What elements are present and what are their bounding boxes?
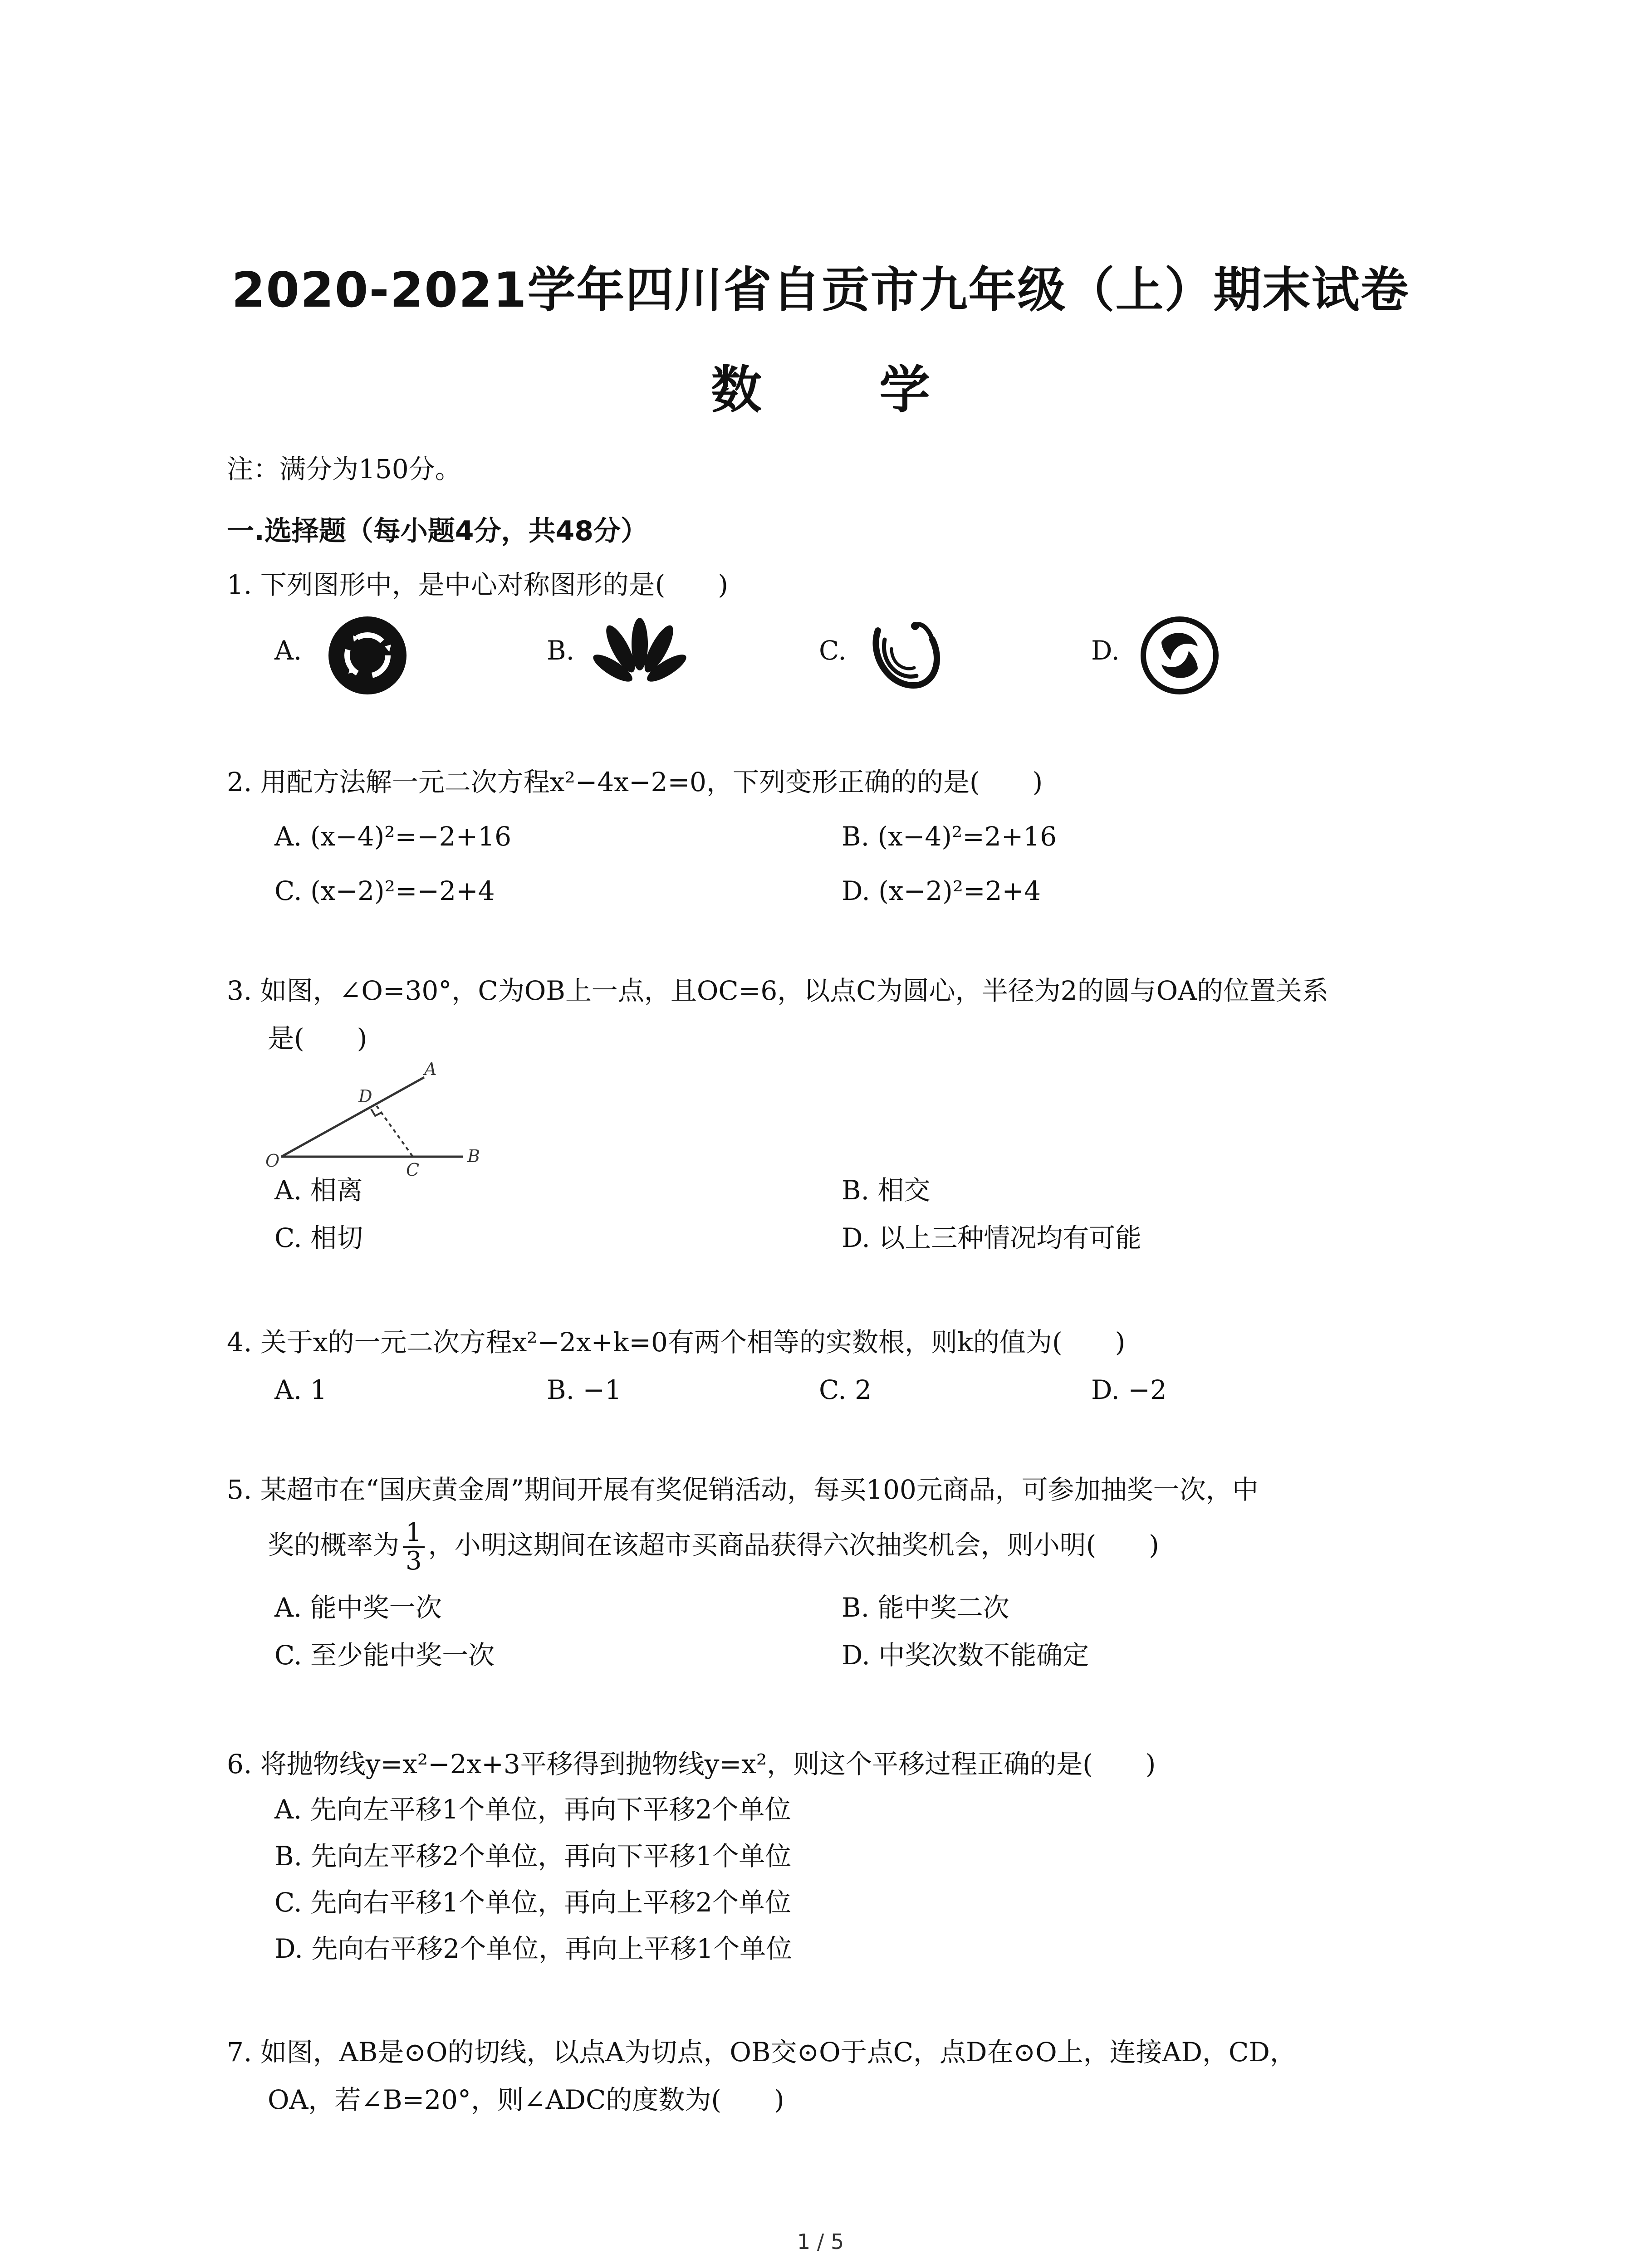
q6-stem: 6. 将抛物线y=x²−2x+3平移得到抛物线y=x²，则这个平移过程正确的是( ) (227, 1749, 1156, 1779)
q5-fraction-numerator: 1 (403, 1520, 425, 1548)
q7-stem-line2: OA，若∠B=20°，则∠ADC的度数为( ) (268, 2084, 784, 2115)
q3-label-a: A (424, 1059, 437, 1079)
section-heading: 一.选择题（每小题4分，共48分） (227, 515, 648, 547)
q2-option-b: B. (x−4)²=2+16 (842, 821, 1057, 852)
q3-figure (263, 1057, 499, 1180)
q1-option-b-label: B. (547, 635, 575, 666)
q1-figure-a (327, 615, 408, 696)
exam-subject: 数 学 (711, 361, 980, 420)
q3-stem-line1: 3. 如图，∠O=30°，C为OB上一点，且OC=6，以点C为圆心，半径为2的圆与OA的位置关系 (227, 975, 1329, 1006)
q6-option-c: C. 先向右平移1个单位，再向上平移2个单位 (274, 1887, 791, 1918)
q6-option-a: A. 先向左平移1个单位，再向下平移2个单位 (274, 1794, 791, 1825)
q4-option-a: A. 1 (274, 1374, 327, 1405)
q4-stem: 4. 关于x的一元二次方程x²−2x+k=0有两个相等的实数根，则k的值为( ) (227, 1327, 1126, 1358)
q5-option-d: D. 中奖次数不能确定 (842, 1640, 1089, 1671)
q1-stem: 1. 下列图形中，是中心对称图形的是( ) (227, 569, 729, 600)
q5-fraction (403, 1520, 425, 1575)
q7-stem-line1: 7. 如图，AB是⊙O的切线，以点A为切点，OB交⊙O于点C，点D在⊙O上，连接AD，CD， (227, 2037, 1296, 2068)
q5-option-a: A. 能中奖一次 (274, 1592, 442, 1623)
q2-option-a: A. (x−4)²=−2+16 (274, 821, 511, 852)
exam-title: 2020-2021学年四川省自贡市九年级（上）期末试卷 (231, 262, 1410, 318)
q2-option-d: D. (x−2)²=2+4 (842, 875, 1041, 906)
q3-stem-line2: 是( ) (268, 1023, 367, 1054)
page-number: 1 / 5 (797, 2229, 844, 2254)
q5-stem-line1: 5. 某超市在“国庆黄金周”期间开展有奖促销活动，每买100元商品，可参加抽奖一次，中 (227, 1474, 1259, 1505)
q2-option-c: C. (x−2)²=−2+4 (274, 875, 495, 906)
q1-option-a-label: A. (274, 635, 302, 666)
q1-figure-b (594, 617, 685, 694)
q1-figure-c (864, 612, 946, 699)
q5-stem-line2-pre: 奖的概率为 (268, 1529, 400, 1560)
q4-option-c: C. 2 (819, 1374, 872, 1405)
q5-stem-line2 (268, 1520, 1159, 1575)
q5-stem-line2-post: ，小明这期间在该超市买商品获得六次抽奖机会，则小明( ) (428, 1529, 1159, 1560)
q4-option-d: D. −2 (1091, 1374, 1167, 1405)
q1-option-d-label: D. (1091, 635, 1120, 666)
q5-option-b: B. 能中奖二次 (842, 1592, 1009, 1623)
q3-label-c: C (406, 1160, 420, 1180)
q3-option-b: B. 相交 (842, 1175, 931, 1206)
q3-label-b: B (467, 1146, 480, 1166)
q6-option-d: D. 先向右平移2个单位，再向上平移1个单位 (274, 1933, 793, 1964)
score-note: 注：满分为150分。 (227, 454, 461, 484)
q1-option-c-label: C. (819, 635, 847, 666)
q1-figure-d (1139, 615, 1220, 696)
q6-option-b: B. 先向左平移2个单位，再向下平移1个单位 (274, 1841, 792, 1872)
q3-option-a: A. 相离 (274, 1175, 363, 1206)
q2-stem: 2. 用配方法解一元二次方程x²−4x−2=0，下列变形正确的的是( ) (227, 767, 1043, 797)
q3-label-d: D (358, 1086, 372, 1106)
q3-label-o: O (265, 1151, 280, 1171)
q5-option-c: C. 至少能中奖一次 (274, 1640, 495, 1671)
q3-option-c: C. 相切 (274, 1222, 363, 1253)
q3-option-d: D. 以上三种情况均有可能 (842, 1222, 1142, 1253)
q5-fraction-denominator: 3 (406, 1546, 422, 1576)
q4-option-b: B. −1 (547, 1374, 622, 1405)
